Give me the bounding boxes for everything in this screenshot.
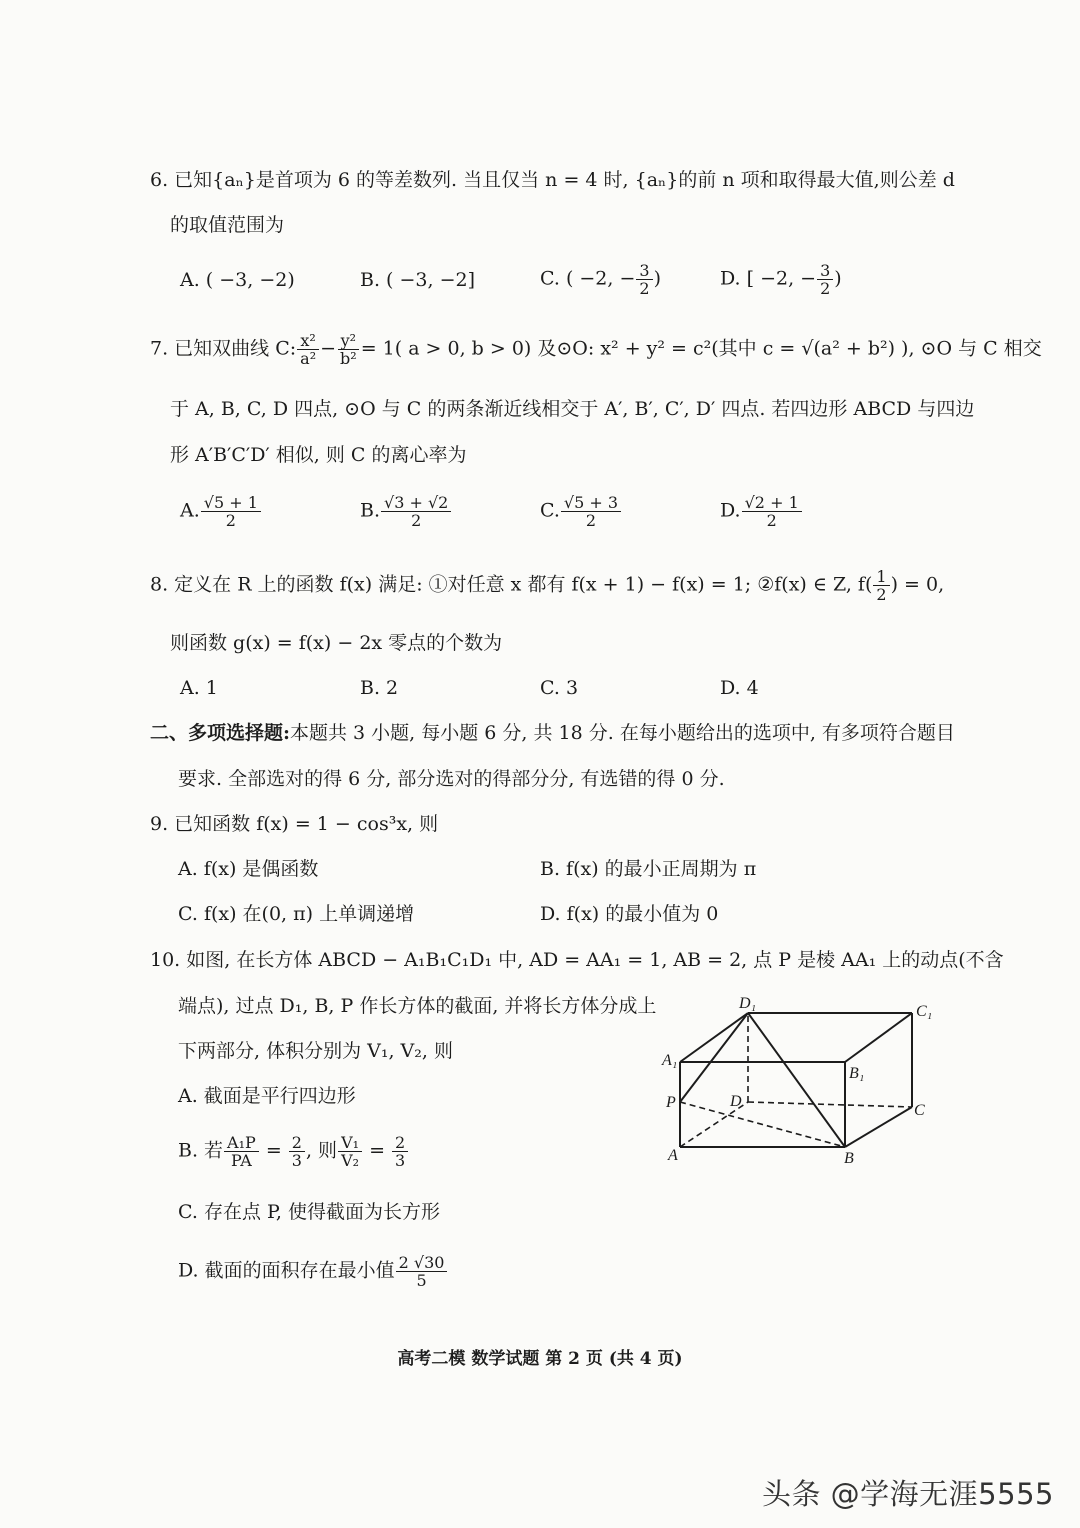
q8-line1-b: ) = 0, [890, 573, 945, 596]
page-footer: 高考二模 数学试题 第 2 页 (共 4 页) [397, 1349, 683, 1369]
q7-d-fraction [742, 494, 802, 529]
q10-b-frac2-num: 2 [289, 1134, 305, 1152]
q9-option-a: A. f(x) 是偶函数 [178, 858, 319, 880]
q7-option-a [180, 494, 262, 529]
q9-option-b: B. f(x) 的最小正周期为 π [540, 858, 757, 880]
label-a1: A₁ [662, 1052, 678, 1069]
q7-c-den: 2 [585, 511, 597, 530]
q7-b-num: √3 + √2 [381, 494, 451, 512]
q6-c-fraction [636, 262, 652, 297]
q8-option-d: D. 4 [720, 677, 759, 699]
q7-c-label: C. [540, 499, 560, 522]
edge-d1-b [748, 1013, 845, 1147]
q10-b-frac1-den: PA [230, 1151, 252, 1170]
q8-stem-line1 [150, 568, 944, 603]
q7-option-c [540, 494, 622, 529]
hidden-edge-d-c [748, 1102, 912, 1107]
q7-d-den: 2 [766, 511, 777, 530]
q7-c-num: √5 + 3 [561, 494, 621, 512]
q10-d-prefix: D. 截面的面积存在最小值 [178, 1259, 395, 1282]
q10-b-eq2: = [363, 1139, 392, 1162]
q10-stem-line2: 端点), 过点 D₁, B, P 作长方体的截面, 并将长方体分成上 [178, 995, 657, 1017]
q7-line1-b: = 1( a > 0, b > 0) 及⊙O: x² + y² = c²(其中 c = √(a² + b²) ), ⊙O 与 C 相交 [360, 337, 1042, 360]
q7-minus: − [320, 337, 337, 360]
q7-a-fraction [201, 494, 261, 529]
q8-half-den: 2 [876, 585, 887, 604]
section2-title: 二、多项选择题: [150, 722, 291, 744]
q9-option-c: C. f(x) 在(0, π) 上单调递增 [178, 903, 415, 925]
edge-a1-d1 [680, 1013, 748, 1062]
q10-b-then: , 则 [305, 1139, 338, 1162]
q7-stem-line1 [150, 332, 1042, 367]
q7-b-fraction [381, 494, 451, 529]
q10-option-d [178, 1254, 448, 1289]
q10-b-frac1 [224, 1134, 259, 1169]
q7-line1-a: 7. 已知双曲线 C: [150, 337, 297, 360]
section2-desc: 本题共 3 小题, 每小题 6 分, 共 18 分. 在每小题给出的选项中, 有多项符合题目 [290, 722, 955, 744]
section2-heading-line1 [150, 721, 955, 745]
edge-b1-c1 [845, 1013, 912, 1062]
q7-b-den: 2 [411, 511, 422, 530]
q6-option-d [720, 262, 842, 297]
q7-a-den: 2 [225, 511, 236, 530]
q10-b-frac2-den: 3 [291, 1151, 302, 1170]
q8-half-fraction [873, 568, 889, 603]
q8-half-num: 1 [873, 568, 889, 586]
q10-b-eq: = [259, 1139, 288, 1162]
q9-stem: 9. 已知函数 f(x) = 1 − cos³x, 则 [150, 813, 439, 835]
q10-b-frac3-den: V₂ [341, 1151, 360, 1170]
q7-c-fraction [561, 494, 621, 529]
q7-a-num: √5 + 1 [201, 494, 261, 512]
q6-stem-line2: 的取值范围为 [170, 214, 285, 236]
q10-d-den: 5 [416, 1271, 427, 1290]
q7-option-d [720, 494, 803, 529]
q7-option-b [360, 494, 452, 529]
edge-d1-p [680, 1013, 748, 1102]
edge-b-c [845, 1107, 912, 1147]
cuboid-figure [650, 990, 950, 1175]
q6-d-fraction [817, 262, 833, 297]
label-d1: D₁ [739, 995, 757, 1012]
q7-frac-y-den: b² [340, 349, 357, 368]
q9-option-d: D. f(x) 的最小值为 0 [540, 903, 719, 925]
q7-frac-y [337, 332, 360, 367]
q6-c-den: 2 [639, 279, 650, 298]
q7-d-num: √2 + 1 [742, 494, 802, 512]
q7-frac-x-num: x² [297, 332, 318, 350]
q6-c-num: 3 [636, 262, 652, 280]
section2-heading-line2: 要求. 全部选对的得 6 分, 部分选对的得部分分, 有选错的得 0 分. [178, 768, 725, 790]
q6-option-c [540, 262, 661, 297]
q7-b-label: B. [360, 499, 381, 522]
q6-c-prefix: C. ( −2, − [540, 267, 636, 290]
q10-b-frac3 [338, 1134, 362, 1169]
label-d: D [730, 1093, 742, 1110]
label-a: A [668, 1147, 678, 1164]
q10-option-b [178, 1134, 409, 1169]
q10-b-frac4-den: 3 [395, 1151, 406, 1170]
q6-option-b: B. ( −3, −2] [360, 269, 476, 291]
q10-b-frac1-num: A₁P [224, 1134, 259, 1152]
q10-b-frac2 [289, 1134, 305, 1169]
q6-d-suffix: ) [834, 267, 842, 290]
q7-a-label: A. [180, 499, 200, 522]
q6-d-den: 2 [820, 279, 831, 298]
q6-c-suffix: ) [653, 267, 662, 290]
q10-option-a: A. 截面是平行四边形 [178, 1085, 356, 1107]
label-c: C [914, 1102, 925, 1119]
label-c1: C₁ [916, 1003, 933, 1020]
q7-frac-y-num: y² [338, 332, 359, 350]
q10-option-c: C. 存在点 P, 使得截面为长方形 [178, 1201, 440, 1223]
q6-option-a: A. ( −3, −2) [180, 269, 295, 291]
q10-d-num: 2 √30 [396, 1254, 448, 1272]
q8-option-a: A. 1 [180, 677, 218, 699]
q7-d-label: D. [720, 499, 741, 522]
q10-b-frac4 [392, 1134, 408, 1169]
q6-d-prefix: D. [ −2, − [720, 267, 817, 290]
q7-stem-line3: 形 A′B′C′D′ 相似, 则 C 的离心率为 [170, 444, 467, 466]
q7-frac-x [297, 332, 319, 367]
q10-b-frac4-num: 2 [392, 1134, 408, 1152]
q10-stem-line3: 下两部分, 体积分别为 V₁, V₂, 则 [178, 1040, 453, 1062]
q10-b-prefix: B. 若 [178, 1139, 224, 1162]
q10-b-frac3-num: V₁ [338, 1134, 362, 1152]
label-b: B [844, 1150, 854, 1167]
watermark: 头条 @学海无涯5555 [761, 1477, 1054, 1511]
q7-frac-x-den: a² [300, 349, 317, 368]
q8-option-b: B. 2 [360, 677, 399, 699]
q10-d-fraction [396, 1254, 448, 1289]
q8-option-c: C. 3 [540, 677, 579, 699]
q6-stem-line1: 6. 已知{aₙ}是首项为 6 的等差数列. 当且仅当 n = 4 时, {aₙ}的前 n 项和取得最大值,则公差 d [150, 169, 955, 191]
q6-d-num: 3 [817, 262, 833, 280]
q8-line1-a: 8. 定义在 R 上的函数 f(x) 满足: ①对任意 x 都有 f(x + 1) − f(x) = 1; ②f(x) ∈ Z, f( [150, 573, 873, 596]
label-p: P [666, 1094, 676, 1111]
q8-stem-line2: 则函数 g(x) = f(x) − 2x 零点的个数为 [170, 632, 503, 654]
q7-stem-line2: 于 A, B, C, D 四点, ⊙O 与 C 的两条渐近线相交于 A′, B′, C′, D′ 四点. 若四边形 ABCD 与四边 [170, 398, 975, 420]
label-b1: B₁ [849, 1065, 865, 1082]
q10-stem-line1: 10. 如图, 在长方体 ABCD − A₁B₁C₁D₁ 中, AD = AA₁ = 1, AB = 2, 点 P 是棱 AA₁ 上的动点(不含 [150, 949, 1004, 971]
hidden-edge-p-b [680, 1102, 845, 1147]
